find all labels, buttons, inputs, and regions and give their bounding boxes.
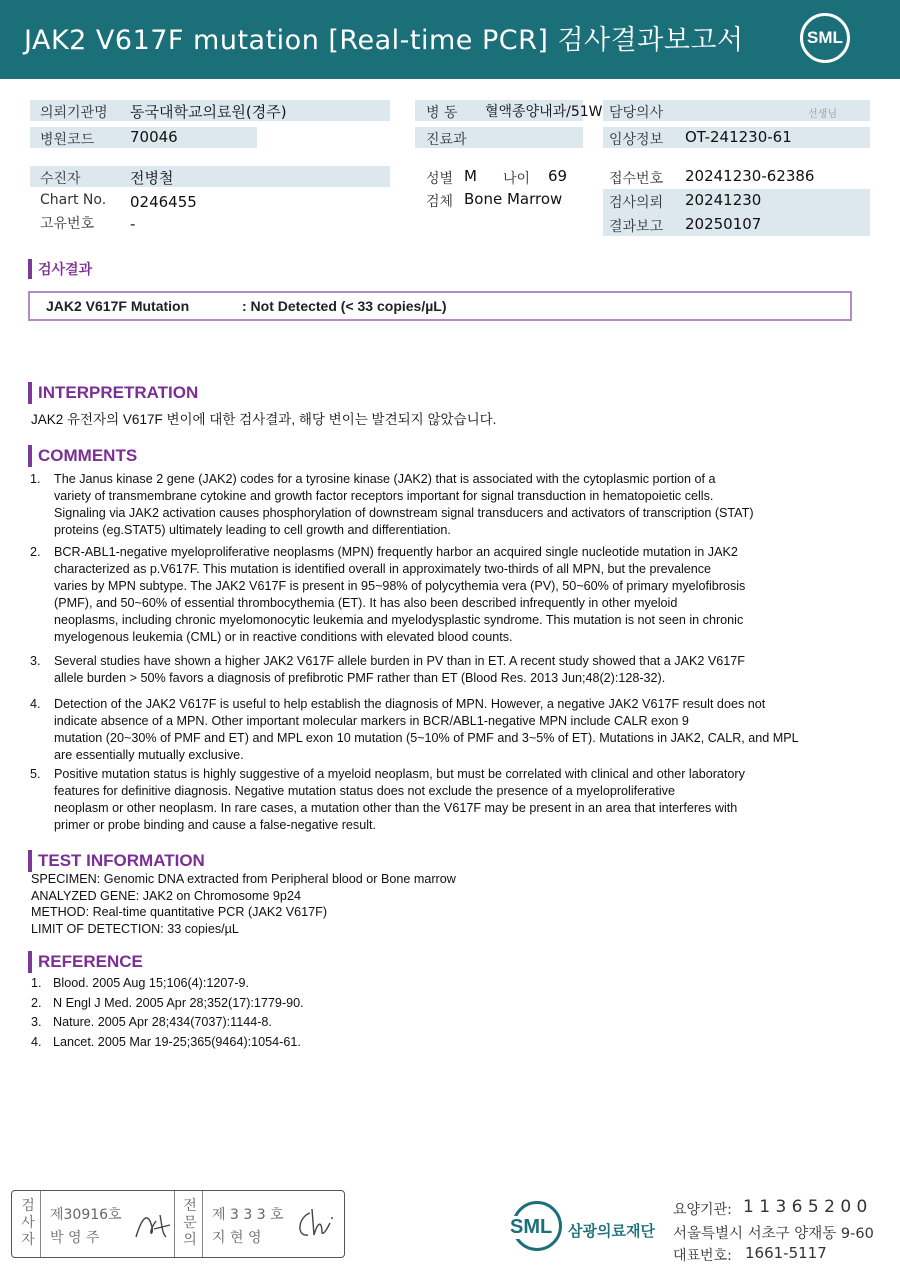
uid-value: - <box>130 215 136 233</box>
test-info-lines <box>31 871 456 937</box>
patient-value: 전병철 <box>130 169 174 187</box>
examiner-name: 박 영 주 <box>50 1230 100 1246</box>
comment-line: BCR-ABL1-negative myeloproliferative neoplasms (MPN) frequently harbor an acquired single nucleotide mutation in JAK2 <box>54 545 738 559</box>
reference-list <box>31 974 304 1052</box>
comment-line: characterized as p.V617F. This mutation is identified overall in approximately two-thirds of all MPN, but the prevalence <box>54 562 712 576</box>
receipt-label: 접수번호 <box>609 171 664 187</box>
comment-number: 3. <box>30 654 41 668</box>
comment-line: Several studies have shown a higher JAK2 V617F allele burden in PV than in ET. A recent study showed that a JAK2 V617F <box>54 654 745 668</box>
reference-text: Blood. 2005 Aug 15;106(4):1207-9. <box>53 976 250 990</box>
examiner-label-char: 검 <box>21 1198 35 1214</box>
divider <box>174 1191 175 1257</box>
test-info-title: TEST INFORMATION <box>28 850 205 872</box>
reference-item <box>31 994 304 1014</box>
comment-line: are essentially mutually exclusive. <box>54 748 244 762</box>
ward-label: 병 동 <box>426 105 458 121</box>
footer-logo-text: SML <box>510 1216 553 1238</box>
result-value: : Not Detected (< 33 copies/µL) <box>242 298 447 314</box>
comment-number: 4. <box>30 697 41 711</box>
phone-label: 대표번호: <box>673 1248 732 1264</box>
comment-line: The Janus kinase 2 gene (JAK2) codes for a tyrosine kinase (JAK2) that is associated with the cytoplasmic portion of a <box>54 472 716 486</box>
comment-number: 1. <box>30 472 41 486</box>
specialist-name: 지 현 영 <box>212 1230 262 1246</box>
comment-line: primer or probe binding and cause a false-negative result. <box>54 818 377 832</box>
reference-num: 2. <box>31 995 42 1010</box>
comment-number: 2. <box>30 545 41 559</box>
comment-text <box>54 653 854 687</box>
sex-label: 성별 <box>426 171 454 187</box>
examiner-number: 제30916호 <box>50 1207 122 1223</box>
receipt-value: 20241230-62386 <box>685 167 815 185</box>
specialist-label-char: 문 <box>183 1215 197 1231</box>
interpretation-title: INTERPRETRATION <box>28 382 198 404</box>
reference-num: 1. <box>31 976 42 990</box>
comment-line: (PMF), and 50~60% of essential thrombocythemia (ET). It has also been described infrequently in other myeloid <box>54 596 678 610</box>
chart-value: 0246455 <box>130 193 197 211</box>
comment-line: neoplasms, including chronic myelomonocytic leukemia and myelodysplastic syndrome. This mutation is not seen in chronic <box>54 613 744 627</box>
institution-code-label: 요양기관: <box>673 1202 732 1218</box>
report-date-label: 결과보고 <box>609 219 664 235</box>
chart-label: Chart No. <box>40 192 107 208</box>
reference-num: 3. <box>31 1015 42 1029</box>
ward-value: 혈액종양내과/51W <box>485 104 603 120</box>
comment-line: Signaling via JAK2 activation causes phosphorylation of downstream signal transducers and activators of transcription (STAT) <box>54 506 754 520</box>
reference-num: 4. <box>31 1034 42 1049</box>
comment-number: 5. <box>30 767 41 781</box>
interpretation-text: JAK2 유전자의 V617F 변이에 대한 검사결과, 해당 변이는 발견되지 않았습니다. <box>31 412 497 427</box>
dept-label: 진료과 <box>426 132 467 148</box>
comment-text <box>54 696 854 764</box>
clinical-value: OT-241230-61 <box>685 128 792 146</box>
hospital-code-value: 70046 <box>130 128 178 146</box>
divider <box>202 1191 203 1257</box>
address: 서울특별시 서초구 양재동 9-60 <box>673 1226 874 1242</box>
foundation-name: 삼광의료재단 <box>568 1222 655 1240</box>
comment-text <box>54 766 854 834</box>
sml-logo <box>800 13 850 63</box>
comment-line: Positive mutation status is highly suggestive of a myeloid neoplasm, but must be correlated with clinical and other laboratory <box>54 767 745 781</box>
specimen-label: 검체 <box>426 194 454 210</box>
test-info-lod: LIMIT OF DETECTION: 33 copies/µL <box>31 921 239 936</box>
examiner-label-char: 자 <box>21 1232 35 1248</box>
comment-line: mutation (20~30% of PMF and ET) and MPL exon 10 mutation (5~10% of PMF and 3~5% of ET). Mutations in JAK2, CALR, and MPL <box>54 731 799 745</box>
patient-bar <box>30 166 390 187</box>
report-title: JAK2 V617F mutation [Real-time PCR] 검사결과보고서 <box>24 25 744 56</box>
uid-label: 고유번호 <box>40 216 95 232</box>
comment-line: variety of transmembrane cytokine and growth factor receptors important for signal transduction in hematopoietic cells. <box>54 489 714 503</box>
institution-code: 1 1 3 6 5 2 0 0 <box>743 1197 868 1217</box>
comment-line: features for definitive diagnosis. Negative mutation status does not exclude the presence of a myeloproliferative <box>54 784 675 798</box>
test-info-gene: ANALYZED GENE: JAK2 on Chromosome 9p24 <box>31 888 301 903</box>
test-info-method: METHOD: Real-time quantitative PCR (JAK2 V617F) <box>31 905 328 919</box>
reference-text: N Engl J Med. 2005 Apr 28;352(17):1779-90. <box>53 995 304 1010</box>
reference-text: Lancet. 2005 Mar 19-25;365(9464):1054-61. <box>53 1034 301 1049</box>
test-info-specimen: SPECIMEN: Genomic DNA extracted from Peripheral blood or Bone marrow <box>31 872 456 886</box>
examiner-label <box>14 1198 42 1249</box>
comment-line: myelogenous leukemia (CML) or in reactive conditions with elevated blood counts. <box>54 630 513 644</box>
comment-line: proteins (eg.STAT5) ultimately leading to cell growth and differentiation. <box>54 523 451 537</box>
comment-line: Detection of the JAK2 V617F is useful to help establish the diagnosis of MPN. However, a negative JAK2 V617F result does not <box>54 697 766 711</box>
reference-text: Nature. 2005 Apr 28;434(7037):1144-8. <box>53 1015 272 1029</box>
result-box <box>28 291 852 321</box>
age-label: 나이 <box>503 171 531 187</box>
report-date-value: 20250107 <box>685 215 762 233</box>
divider <box>40 1191 41 1257</box>
comment-text <box>54 544 854 646</box>
footer-logo <box>512 1201 562 1251</box>
patient-label: 수진자 <box>40 171 81 187</box>
result-test-name: JAK2 V617F Mutation <box>46 298 190 314</box>
specialist-label-char: 의 <box>183 1232 197 1248</box>
doctor-suffix: 선생님 <box>808 109 837 120</box>
specialist-label-char: 전 <box>183 1198 197 1214</box>
reference-title: REFERENCE <box>28 951 143 973</box>
comment-line: varies by MPN subtype. The JAK2 V617F is present in 95~98% of polycythemia vera (PV), 50~60% of primary myelofibrosis <box>54 579 746 593</box>
clinical-label: 임상정보 <box>609 132 664 148</box>
comment-text <box>54 471 854 539</box>
request-label: 검사의뢰 <box>609 195 664 211</box>
comment-line: indicate absence of a MPN. Other important molecular markers in BCR/ABL1-negative MPN include CALR exon 9 <box>54 714 689 728</box>
phone: 1661-5117 <box>745 1244 827 1262</box>
comments-title: COMMENTS <box>28 445 137 467</box>
institution-label: 의뢰기관명 <box>40 105 108 121</box>
specialist-label <box>176 1198 204 1249</box>
comment-line: allele burden > 50% favors a diagnosis of prefibrotic PMF rather than ET (Blood Res. 2013 Jun;48(2):128-32). <box>54 671 666 685</box>
reference-item <box>31 1013 272 1033</box>
reference-item <box>31 1033 301 1053</box>
age-value: 69 <box>548 167 568 185</box>
signature-box <box>11 1190 345 1258</box>
report-header <box>0 0 900 79</box>
institution-value: 동국대학교의료원(경주) <box>130 103 287 121</box>
sml-logo-text: SML <box>807 28 843 47</box>
specialist-signature <box>294 1205 338 1243</box>
hospital-code-label: 병원코드 <box>40 132 95 148</box>
sex-value: M <box>464 167 477 185</box>
examiner-signature <box>132 1207 174 1243</box>
reference-item <box>31 974 250 994</box>
specimen-value: Bone Marrow <box>464 190 563 208</box>
comment-line: neoplasm or other neoplasm. In rare cases, a mutation other than the V617F may be present in an area that interferes with <box>54 801 738 815</box>
result-section-title: 검사결과 <box>28 259 92 279</box>
doctor-label: 담당의사 <box>609 105 664 121</box>
examiner-label-char: 사 <box>21 1215 35 1231</box>
request-value: 20241230 <box>685 191 762 209</box>
specialist-number: 제 3 3 3 호 <box>212 1207 284 1223</box>
